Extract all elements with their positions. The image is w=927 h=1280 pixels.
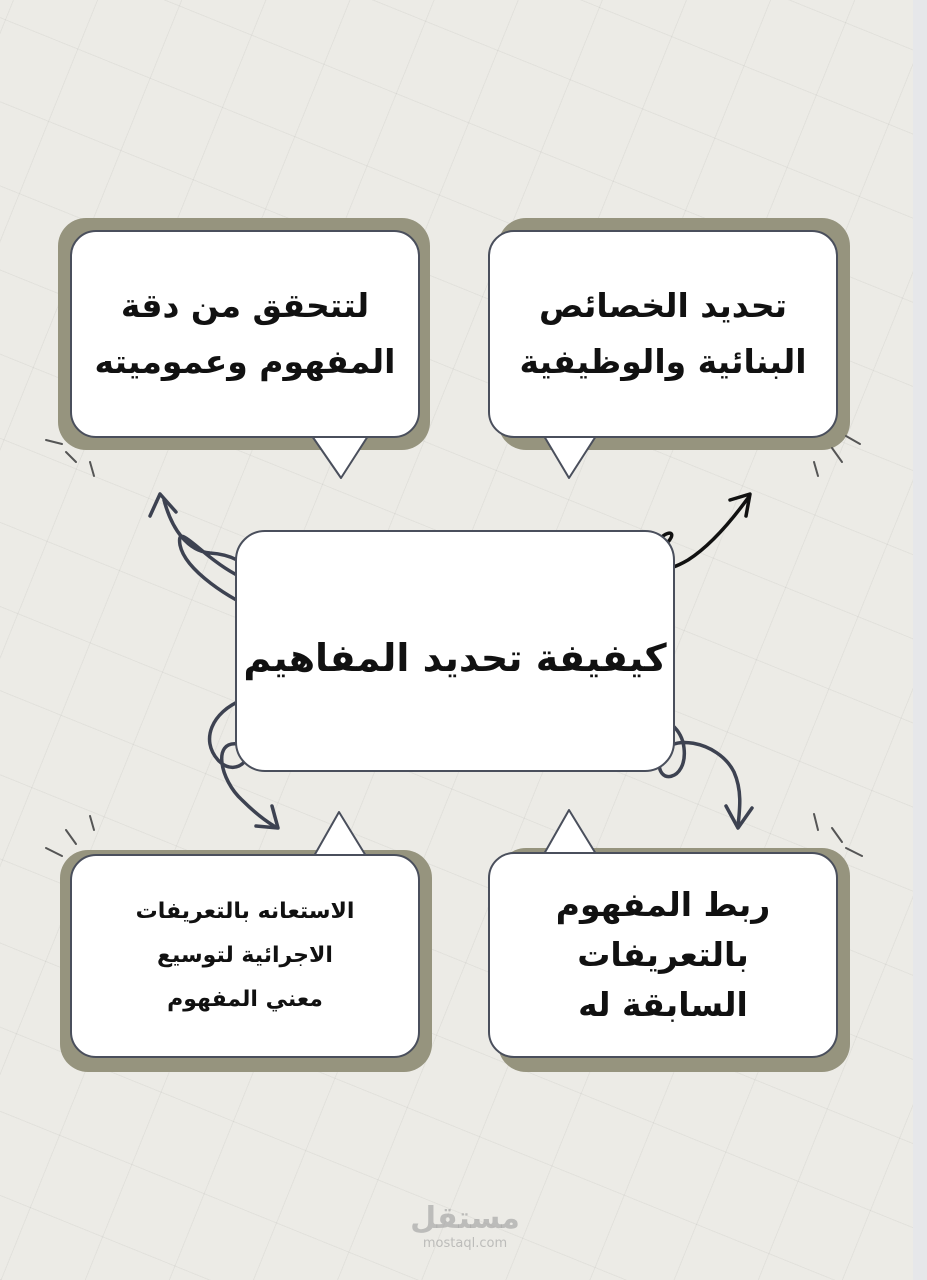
bottom-left-card-line-3: معني المفهوم (167, 987, 323, 1012)
bottom-right-card-line-3: السابقة له (578, 985, 748, 1024)
burst-marks-top-right (814, 436, 860, 476)
bottom-right-card-line-2: بالتعريفات (577, 935, 749, 974)
bottom-right-card-pointer (544, 810, 596, 854)
watermark-logo-text: مستقل (410, 1201, 520, 1236)
watermark (395, 1202, 535, 1252)
top-left-card (70, 230, 420, 438)
bottom-right-card (488, 852, 838, 1058)
center-title: كيفيفة تحديد المفاهيم (243, 636, 667, 680)
watermark-domain: mostaql.com (422, 1236, 508, 1251)
burst-marks-bottom-left (46, 816, 94, 856)
top-right-card-pointer (544, 436, 596, 478)
top-left-card-pointer (312, 436, 368, 478)
top-right-card (488, 230, 838, 438)
center-card (235, 530, 675, 772)
top-left-card-line-2: المفهوم وعموميته (94, 342, 396, 381)
top-right-card-line-1: تحديد الخصائص (539, 286, 787, 325)
bottom-left-card (70, 854, 420, 1058)
top-left-card-line-1: لتتحقق من دقة (120, 286, 370, 325)
bottom-left-card-line-1: الاستعانه بالتعريفات (135, 899, 355, 924)
burst-marks-top-left (46, 440, 94, 476)
top-right-card-line-2: البنائية والوظيفية (519, 342, 807, 381)
bottom-left-card-pointer (314, 812, 366, 856)
burst-marks-bottom-right (814, 814, 862, 856)
bottom-right-card-line-1: ربط المفهوم (555, 885, 771, 924)
bottom-left-card-line-2: الاجرائية لتوسيع (157, 943, 333, 968)
